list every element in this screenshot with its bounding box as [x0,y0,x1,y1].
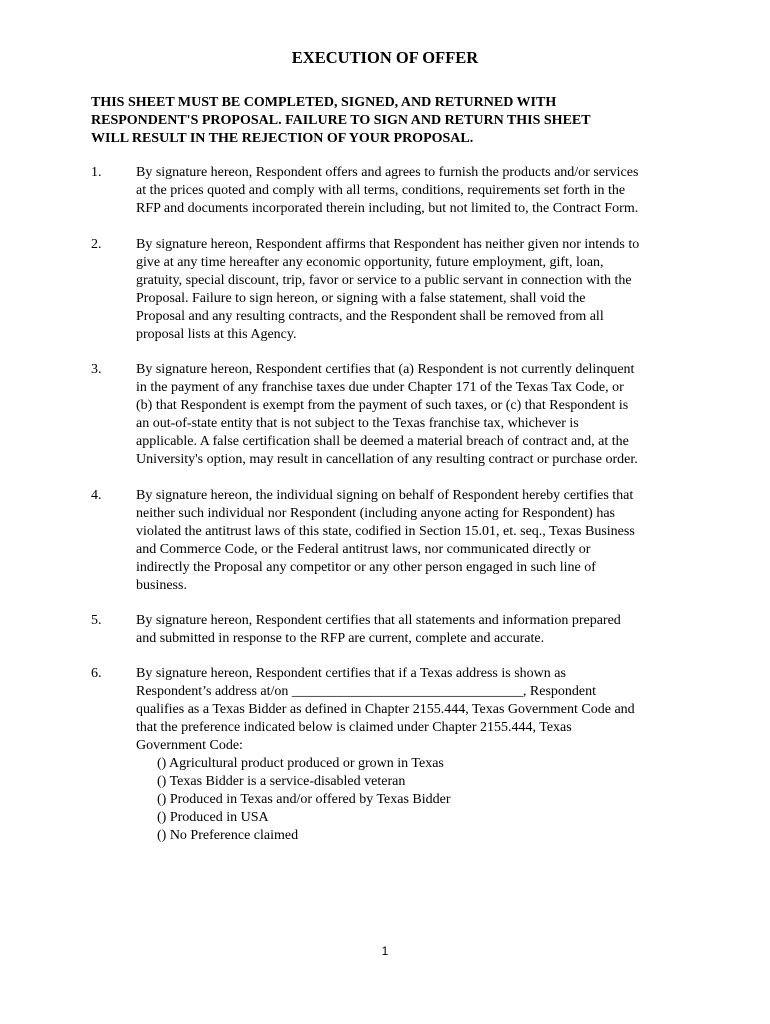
clause-line: By signature hereon, Respondent affirms that Respondent has neither given nor intends to [136,237,640,252]
clause-line: indirectly the Proposal any competitor or any other person engaged in such line of [136,560,596,575]
clause-number: 6. [91,666,102,681]
clause-line: and Commerce Code, or the Federal antitrust laws, nor communicated directly or [136,542,591,557]
page-title: EXECUTION OF OFFER [291,48,479,67]
clause-text [136,665,696,845]
clause-line: RFP and documents incorporated therein including, but not limited to, the Contract Form. [136,201,639,216]
clause-line: proposal lists at this Agency. [136,327,297,342]
clause-line: that the preference indicated below is claimed under Chapter 2155.444, Texas [136,720,572,735]
clause-line: an out-of-state entity that is not subject to the Texas franchise tax, whichever is [136,416,579,431]
clause-number: 4. [91,488,102,503]
clause-line: neither such individual nor Respondent (including anyone acting for Respondent) has [136,506,616,521]
preference-option[interactable]: () Produced in USA [157,810,269,825]
preference-option[interactable]: () Texas Bidder is a service-disabled veteran [157,774,406,789]
clause-line: By signature hereon, Respondent certifies that all statements and information prepared [136,613,621,628]
clause-line: qualifies as a Texas Bidder as defined in Chapter 2155.444, Texas Government Code and [136,702,635,717]
clause-line: By signature hereon, Respondent certifies that (a) Respondent is not currently delinquent [136,362,635,377]
page-number: 1 [381,944,389,958]
clause-line: Proposal. Failure to sign hereon, or signing with a false statement, shall void the [136,291,586,306]
clause-number: 5. [91,613,102,628]
clause-line: By signature hereon, the individual signing on behalf of Respondent hereby certifies that [136,488,634,503]
clause-line: applicable. A false certification shall be deemed a material breach of contract and, at the [136,434,629,449]
warning-line: THIS SHEET MUST BE COMPLETED, SIGNED, AND RETURNED WITH [91,95,557,110]
preference-option[interactable]: () Agricultural product produced or grown in Texas [157,756,444,771]
clause-line: business. [136,578,187,593]
warning-line: RESPONDENT'S PROPOSAL. FAILURE TO SIGN AND RETURN THIS SHEET [91,113,591,128]
preference-option[interactable]: () No Preference claimed [157,828,299,843]
clause-line: give at any time hereafter any economic opportunity, future employment, gift, loan, [136,255,604,270]
clause-line: By signature hereon, Respondent certifies that if a Texas address is shown as [136,666,566,681]
warning-notice [91,94,691,148]
clause-line: By signature hereon, Respondent offers and agrees to furnish the products and/or services [136,165,639,180]
preference-option[interactable]: () Produced in Texas and/or offered by Texas Bidder [157,792,451,807]
warning-line: WILL RESULT IN THE REJECTION OF YOUR PROPOSAL. [91,131,474,146]
clause-line: and submitted in response to the RFP are current, complete and accurate. [136,631,545,646]
clause-text [136,612,696,648]
clause-text [136,361,696,469]
clause-text [136,164,696,218]
clause-line: gratuity, special discount, trip, favor or service to a public servant in connection with the [136,273,632,288]
clause-line: at the prices quoted and comply with all terms, conditions, requirements set forth in the [136,183,626,198]
clause-line: Proposal and any resulting contracts, and the Respondent shall be removed from all [136,309,604,324]
clause-line: violated the antitrust laws of this state, codified in Section 15.01, et. seq., Texas Business [136,524,635,539]
clause-text [136,236,696,344]
clause-line: Respondent’s address at/on _________________________________, Respondent [136,684,597,699]
clause-number: 2. [91,237,102,252]
clause-line: University's option, may result in cancellation of any resulting contract or purchase order. [136,452,638,467]
clause-text [136,487,696,595]
clause-line: in the payment of any franchise taxes due under Chapter 171 of the Texas Tax Code, or [136,380,624,395]
clause-number: 1. [91,165,102,180]
clause-number: 3. [91,362,102,377]
clause-line: (b) that Respondent is exempt from the payment of such taxes, or (c) that Respondent is [136,398,629,413]
clause-line: Government Code: [136,738,243,753]
